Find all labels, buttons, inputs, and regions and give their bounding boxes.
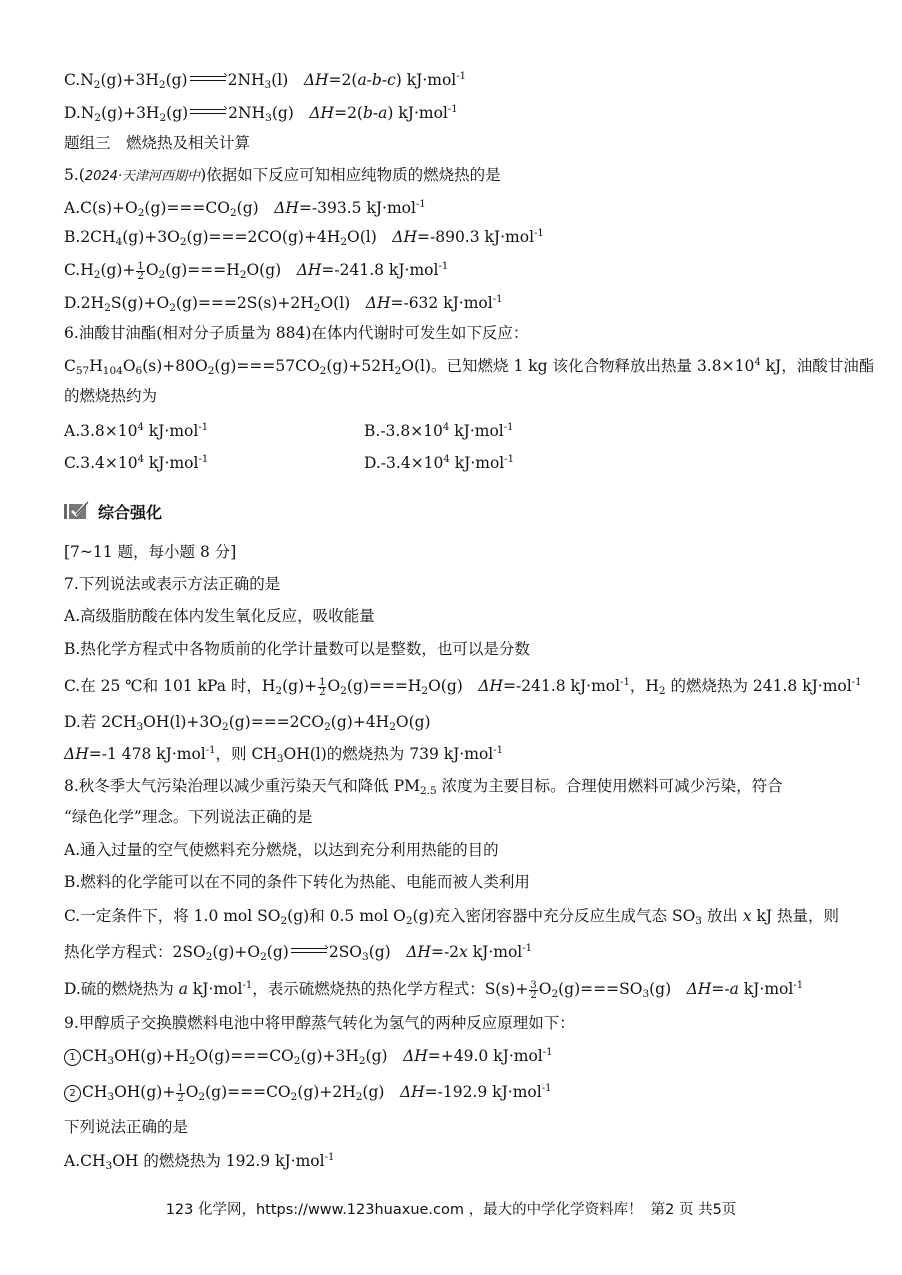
q7-option-a: A.高级脂肪酸在体内发生氧化反应，吸收能量	[64, 607, 375, 625]
circled-number: 2	[64, 1085, 81, 1102]
checklist-icon	[64, 501, 90, 521]
q6-option-b: $B.-3.8\times 10^4$ kJ·mol$^{-1}$	[364, 422, 514, 440]
q8-option-a: A.通入过量的空气使燃料充分燃烧，以达到充分利用热能的目的	[64, 841, 499, 859]
footer-page-number: 第2 页 共5页	[650, 1202, 737, 1218]
equilibrium-arrow-icon	[190, 108, 226, 116]
fraction: $\frac{1}{2}$	[177, 1082, 184, 1104]
q9-reaction-1: 1 $CH_3OH(g)+H_2O(g)===CO_2(g)+3H_2(g)$ ΔH=+49.0 kJ·mol$^{-1}$	[64, 1045, 844, 1067]
q8-option-c: C.一定条件下，将 1.0 mol $SO_2(g)$和 0.5 mol $O_2(g)$充入密闭容器中充分反应生成气态 $SO_3$ 放出 x kJ 热量，则	[64, 907, 840, 927]
equilibrium-arrow-icon	[190, 75, 226, 83]
q5-option-b: $B.2CH_4(g)+3O_2(g)===2CO(g)+4H_2O(l)$ ΔH=-890.3 kJ·mol$^{-1}$	[64, 228, 544, 248]
question-7-stem: 7.下列说法或表示方法正确的是	[64, 575, 281, 593]
q6-options-cd	[64, 452, 844, 474]
q9-question: 下列说法正确的是	[64, 1118, 189, 1136]
page-footer	[0, 1198, 902, 1219]
q6-option-a: $A.3.8\times 10^4$ kJ·mol$^{-1}$	[64, 422, 209, 440]
q8-option-c-cont: 热化学方程式：$2SO_2(g)+O_2(g)$ $2SO_3(g)$ ΔH=-2x kJ·mol$^{-1}$	[64, 943, 532, 963]
question-8-stem-cont: “绿色化学”理念。下列说法正确的是	[64, 808, 313, 826]
q7-option-c: C.在 25 ℃和 101 kPa 时，$H_2(g)+$ $\frac{1}{2}$ $O_2(g)===H_2O(g)$ ΔH=-241.8 kJ·mol$^{-1}$，$H_2$ 的燃烧热为 241.8 kJ·mol$^{-1}$	[64, 676, 862, 698]
q6-option-c: $C.3.4\times 10^4$ kJ·mol$^{-1}$	[64, 454, 209, 472]
circled-number: 1	[64, 1049, 81, 1066]
q6-options-ab	[64, 420, 844, 442]
q6-option-d: $D.-3.4\times 10^4$ kJ·mol$^{-1}$	[364, 454, 514, 472]
range-note: [7~11 题，每小题 8 分]	[64, 543, 237, 561]
q9-reaction-2: 2 $CH_3OH(g)+$ $\frac{1}{2}$ $O_2(g)===CO_2(g)+2H_2(g)$ ΔH=-192.9 kJ·mol$^{-1}$	[64, 1081, 844, 1103]
q8-option-d: D.硫的燃烧热为 a kJ·mol$^{-1}$，表示硫燃烧热的热化学方程式：S(s)+ $\frac{3}{2}$ $O_2(g)===SO_3(g)$ ΔH=-a kJ·mol$^{-1}$	[64, 979, 804, 1001]
q5-option-a: $A.C(s)+O_2(g)===CO_2(g)$ ΔH=-393.5 kJ·mol$^{-1}$	[64, 199, 426, 219]
question-6-stem-cont: 的燃烧热约为	[64, 387, 158, 405]
question-6-stem: 6.油酸甘油酯(相对分子质量为 884)在体内代谢时可发生如下反应：	[64, 324, 529, 342]
question-6-equation: $C_{57}H_{104}O_6(s)+80O_2(g)===57CO_2(g)+52H_2O(l)$。已知燃烧 1 kg 该化合物释放出热量 $3.8\times 10^4$ kJ，油酸甘油酯	[64, 357, 875, 377]
question-8-stem: 8.秋冬季大气污染治理以减少重污染天气和降低 $PM_{2.5}$ 浓度为主要目标。合理使用燃料可减少污染，符合	[64, 777, 783, 797]
footer-site: 123 化学网，https://www.123huaxue.com ，最大的中学化学资料库！	[165, 1202, 643, 1218]
q9-option-a: $A.CH_3OH$ 的燃烧热为 192.9 kJ·mol$^{-1}$	[64, 1152, 335, 1172]
q7-option-b: B.热化学方程式中各物质前的化学计量数可以是整数，也可以是分数	[64, 640, 530, 658]
fraction: $\frac{3}{2}$	[530, 979, 537, 1001]
section-title: 综合强化	[98, 502, 163, 522]
question-9-stem: 9.甲醇质子交换膜燃料电池中将甲醇蒸气转化为氢气的两种反应原理如下：	[64, 1014, 575, 1032]
q8-option-b: B.燃料的化学能可以在不同的条件下转化为热能、电能而被人类利用	[64, 873, 530, 891]
q7-option-d: D.若 $2CH_3OH(l)+3O_2(g)===2CO_2(g)+4H_2O(g)$	[64, 713, 431, 733]
q7-option-d-cont: ΔH=-1 478 kJ·mol$^{-1}$，则 $CH_3OH(l)$的燃烧热为 739 kJ·mol$^{-1}$	[64, 745, 504, 765]
question-5-stem: 5.(2024·天津河西期中)依据如下反应可知相应纯物质的燃烧热的是	[64, 166, 501, 184]
equilibrium-arrow-icon	[291, 947, 327, 955]
option-d-prev: $D.N_2(g)+3H_2(g)$ $2NH_3(g)$ ΔH=2(b-a) kJ·mol$^{-1}$	[64, 104, 458, 124]
fraction: $\frac{1}{2}$	[319, 676, 326, 698]
fraction: $\frac{1}{2}$	[137, 260, 144, 282]
q5-option-d: $D.2H_2S(g)+O_2(g)===2S(s)+2H_2O(l)$ ΔH=-632 kJ·mol$^{-1}$	[64, 294, 503, 314]
group-title: 题组三 燃烧热及相关计算	[64, 134, 251, 152]
option-c-prev: $C.N_2(g)+3H_2(g)$ $2NH_3(l)$ ΔH=2(a-b-c) kJ·mol$^{-1}$	[64, 71, 467, 91]
q5-option-c: $C.H_2(g)+$ $\frac{1}{2}$ $O_2(g)===H_2O(g)$ ΔH=-241.8 kJ·mol$^{-1}$	[64, 260, 449, 282]
section-header	[64, 499, 162, 523]
